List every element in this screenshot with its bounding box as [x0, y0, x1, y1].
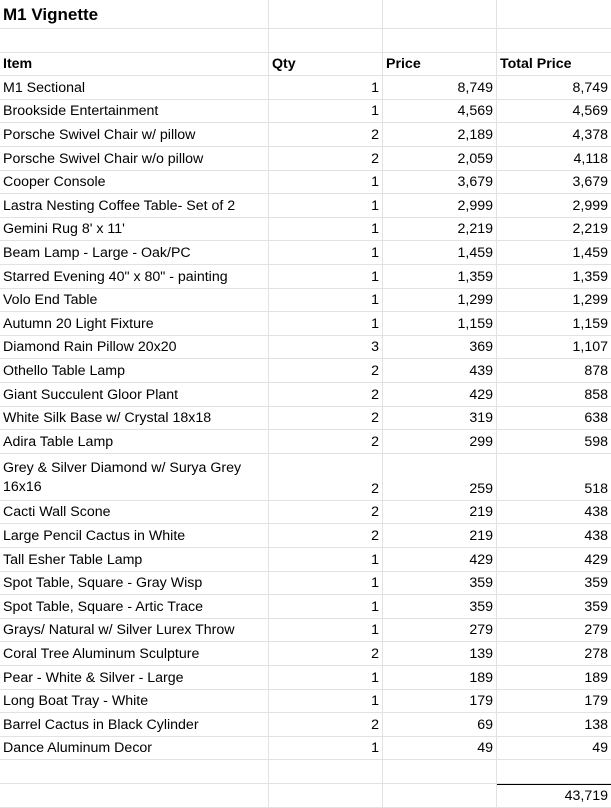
title-row: [0, 0, 611, 29]
table-row: [0, 430, 611, 454]
empty-cell[interactable]: [0, 29, 269, 52]
qty-cell[interactable]: 1: [269, 289, 383, 312]
table-row: [0, 548, 611, 572]
price-cell[interactable]: 359: [383, 572, 497, 595]
price-cell[interactable]: 439: [383, 359, 497, 382]
blank-row: [0, 29, 611, 53]
table-row: [0, 218, 611, 242]
item-cell[interactable]: Gemini Rug 8' x 11': [0, 218, 269, 241]
empty-cell[interactable]: [269, 760, 383, 783]
price-cell[interactable]: 1,459: [383, 241, 497, 264]
empty-cell[interactable]: [0, 784, 269, 807]
header-price[interactable]: Price: [383, 53, 497, 76]
item-cell[interactable]: Coral Tree Aluminum Sculpture: [0, 642, 269, 665]
qty-cell[interactable]: 1: [269, 171, 383, 194]
empty-cell[interactable]: [269, 29, 383, 52]
item-cell[interactable]: Barrel Cactus in Black Cylinder: [0, 713, 269, 736]
qty-cell[interactable]: 1: [269, 666, 383, 689]
qty-cell[interactable]: 1: [269, 619, 383, 642]
item-cell[interactable]: Starred Evening 40" x 80" - painting: [0, 265, 269, 288]
table-row: [0, 147, 611, 171]
total-price-cell[interactable]: 1,299: [572, 292, 608, 309]
item-cell[interactable]: Large Pencil Cactus in White: [0, 524, 269, 547]
total-price-cell[interactable]: 878: [584, 362, 608, 379]
price-cell[interactable]: 2,059: [383, 147, 497, 170]
header-qty[interactable]: Qty: [269, 53, 383, 76]
table-row: [0, 383, 611, 407]
qty-cell[interactable]: 2: [269, 642, 383, 665]
item-cell[interactable]: Porsche Swivel Chair w/ pillow: [0, 123, 269, 146]
qty-cell[interactable]: 2: [269, 407, 383, 430]
price-cell[interactable]: 2,999: [383, 194, 497, 217]
qty-cell[interactable]: 2: [269, 147, 383, 170]
table-row: [0, 690, 611, 714]
price-cell[interactable]: 1,299: [383, 289, 497, 312]
table-row: [0, 312, 611, 336]
qty-cell[interactable]: 1: [269, 595, 383, 618]
item-cell[interactable]: Cooper Console: [0, 171, 269, 194]
table-row: [0, 454, 611, 501]
item-cell[interactable]: M1 Sectional: [0, 76, 269, 99]
total-price-cell[interactable]: 638: [584, 410, 608, 427]
empty-cell[interactable]: [497, 760, 611, 783]
table-body: [0, 76, 611, 760]
total-price-cell[interactable]: 4,118: [573, 150, 608, 167]
qty-cell[interactable]: 2: [269, 713, 383, 736]
price-cell[interactable]: 299: [383, 430, 497, 453]
table-row: [0, 336, 611, 360]
total-price-cell[interactable]: 359: [584, 575, 608, 592]
price-cell[interactable]: 2,189: [383, 123, 497, 146]
qty-cell[interactable]: 2: [269, 454, 383, 500]
price-cell[interactable]: 1,159: [383, 312, 497, 335]
total-price-cell[interactable]: 49: [592, 740, 608, 757]
grand-total[interactable]: 43,719: [497, 784, 611, 807]
item-cell[interactable]: Pear - White & Silver - Large: [0, 666, 269, 689]
empty-cell[interactable]: [383, 29, 497, 52]
price-cell[interactable]: 69: [383, 713, 497, 736]
blank-row: [0, 760, 611, 784]
qty-cell[interactable]: 2: [269, 501, 383, 524]
empty-cell[interactable]: [383, 0, 497, 28]
header-total-price[interactable]: Total Price: [500, 56, 572, 73]
total-price-cell[interactable]: 179: [584, 693, 608, 710]
price-cell[interactable]: 139: [383, 642, 497, 665]
total-price-cell[interactable]: 4,378: [572, 126, 608, 143]
price-cell[interactable]: 369: [383, 336, 497, 359]
total-price-cell[interactable]: 138: [584, 716, 608, 733]
qty-cell[interactable]: 3: [269, 336, 383, 359]
qty-cell[interactable]: 1: [269, 548, 383, 571]
sheet-title[interactable]: M1 Vignette: [0, 0, 269, 28]
table-row: [0, 407, 611, 431]
qty-cell[interactable]: 1: [269, 265, 383, 288]
price-cell[interactable]: 259: [383, 454, 497, 500]
total-price-cell[interactable]: 189: [584, 669, 608, 686]
item-cell[interactable]: Lastra Nesting Coffee Table- Set of 2: [0, 194, 269, 217]
total-price-cell[interactable]: 279: [584, 622, 608, 639]
header-row: [0, 53, 611, 77]
item-cell[interactable]: White Silk Base w/ Crystal 18x18: [0, 407, 269, 430]
table-row: [0, 572, 611, 596]
total-price-cell[interactable]: 598: [584, 433, 608, 450]
item-cell[interactable]: Grays/ Natural w/ Silver Lurex Throw: [0, 619, 269, 642]
item-cell[interactable]: Beam Lamp - Large - Oak/PC: [0, 241, 269, 264]
total-price-cell[interactable]: 1,459: [572, 244, 608, 261]
qty-cell[interactable]: 1: [269, 218, 383, 241]
empty-cell[interactable]: [269, 784, 383, 807]
price-cell[interactable]: 179: [383, 690, 497, 713]
empty-cell[interactable]: [269, 0, 383, 28]
table-row: [0, 713, 611, 737]
price-cell[interactable]: 359: [383, 595, 497, 618]
qty-cell[interactable]: 1: [269, 312, 383, 335]
total-price-cell[interactable]: 278: [584, 646, 608, 663]
total-price-cell[interactable]: 8,749: [572, 79, 608, 96]
qty-cell[interactable]: 2: [269, 383, 383, 406]
table-row: [0, 619, 611, 643]
price-cell[interactable]: 219: [383, 524, 497, 547]
item-cell[interactable]: Spot Table, Square - Artic Trace: [0, 595, 269, 618]
total-price-cell[interactable]: 2,999: [572, 197, 608, 214]
item-cell[interactable]: Porsche Swivel Chair w/o pillow: [0, 147, 269, 170]
price-cell[interactable]: 49: [383, 737, 497, 760]
qty-cell[interactable]: 1: [269, 100, 383, 123]
qty-cell[interactable]: 2: [269, 430, 383, 453]
table-row: [0, 501, 611, 525]
item-cell[interactable]: Giant Succulent Gloor Plant: [0, 383, 269, 406]
total-price-cell[interactable]: 518: [584, 480, 608, 497]
qty-cell[interactable]: 1: [269, 737, 383, 760]
price-cell[interactable]: 1,359: [383, 265, 497, 288]
empty-cell[interactable]: [383, 760, 497, 783]
item-cell[interactable]: Autumn 20 Light Fixture: [0, 312, 269, 335]
qty-cell[interactable]: 2: [269, 359, 383, 382]
price-cell[interactable]: 3,679: [383, 171, 497, 194]
total-price-cell[interactable]: 3,679: [572, 174, 608, 191]
total-price-cell[interactable]: 1,359: [572, 268, 608, 285]
total-price-cell[interactable]: 438: [584, 528, 608, 545]
table-row: [0, 123, 611, 147]
item-cell[interactable]: Diamond Rain Pillow 20x20: [0, 336, 269, 359]
item-cell[interactable]: Long Boat Tray - White: [0, 690, 269, 713]
item-cell[interactable]: Brookside Entertainment: [0, 100, 269, 123]
total-price-cell[interactable]: 4,569: [572, 103, 608, 120]
empty-cell[interactable]: [497, 0, 611, 28]
item-cell[interactable]: Grey & Silver Diamond w/ Surya Grey 16x16: [0, 454, 269, 500]
item-cell[interactable]: Othello Table Lamp: [0, 359, 269, 382]
table-row: [0, 595, 611, 619]
total-price-cell[interactable]: 1,107: [572, 339, 608, 356]
price-cell[interactable]: 2,219: [383, 218, 497, 241]
total-price-cell[interactable]: 858: [584, 386, 608, 403]
price-cell[interactable]: 4,569: [383, 100, 497, 123]
table-row: [0, 194, 611, 218]
qty-cell[interactable]: 1: [269, 76, 383, 99]
empty-cell[interactable]: [497, 29, 611, 52]
qty-cell[interactable]: 2: [269, 524, 383, 547]
table-row: [0, 100, 611, 124]
table-row: [0, 265, 611, 289]
item-cell[interactable]: Spot Table, Square - Gray Wisp: [0, 572, 269, 595]
price-cell[interactable]: 189: [383, 666, 497, 689]
empty-cell[interactable]: [383, 784, 497, 807]
table-row: [0, 76, 611, 100]
price-cell[interactable]: 8,749: [383, 76, 497, 99]
qty-cell[interactable]: 1: [269, 572, 383, 595]
item-cell[interactable]: Tall Esher Table Lamp: [0, 548, 269, 571]
item-cell[interactable]: Volo End Table: [0, 289, 269, 312]
table-row: [0, 171, 611, 195]
price-cell[interactable]: 429: [383, 548, 497, 571]
price-cell[interactable]: 429: [383, 383, 497, 406]
qty-cell[interactable]: 2: [269, 123, 383, 146]
item-cell[interactable]: Cacti Wall Scone: [0, 501, 269, 524]
price-cell[interactable]: 219: [383, 501, 497, 524]
price-cell[interactable]: 319: [383, 407, 497, 430]
table-row: [0, 524, 611, 548]
total-price-cell[interactable]: 2,219: [572, 221, 608, 238]
qty-cell[interactable]: 1: [269, 690, 383, 713]
item-cell[interactable]: Dance Aluminum Decor: [0, 737, 269, 760]
table-row: [0, 359, 611, 383]
item-cell[interactable]: Adira Table Lamp: [0, 430, 269, 453]
empty-cell[interactable]: [0, 760, 269, 783]
total-price-cell[interactable]: 438: [584, 504, 608, 521]
qty-cell[interactable]: 1: [269, 194, 383, 217]
qty-cell[interactable]: 1: [269, 241, 383, 264]
table-row: [0, 289, 611, 313]
table-row: [0, 666, 611, 690]
price-cell[interactable]: 279: [383, 619, 497, 642]
total-price-cell[interactable]: 359: [584, 598, 608, 615]
total-price-cell[interactable]: 1,159: [572, 315, 608, 332]
table-row: [0, 642, 611, 666]
table-row: [0, 737, 611, 761]
total-price-cell[interactable]: 429: [584, 551, 608, 568]
table-row: [0, 241, 611, 265]
total-row: [0, 784, 611, 808]
header-item[interactable]: Item: [0, 53, 269, 76]
